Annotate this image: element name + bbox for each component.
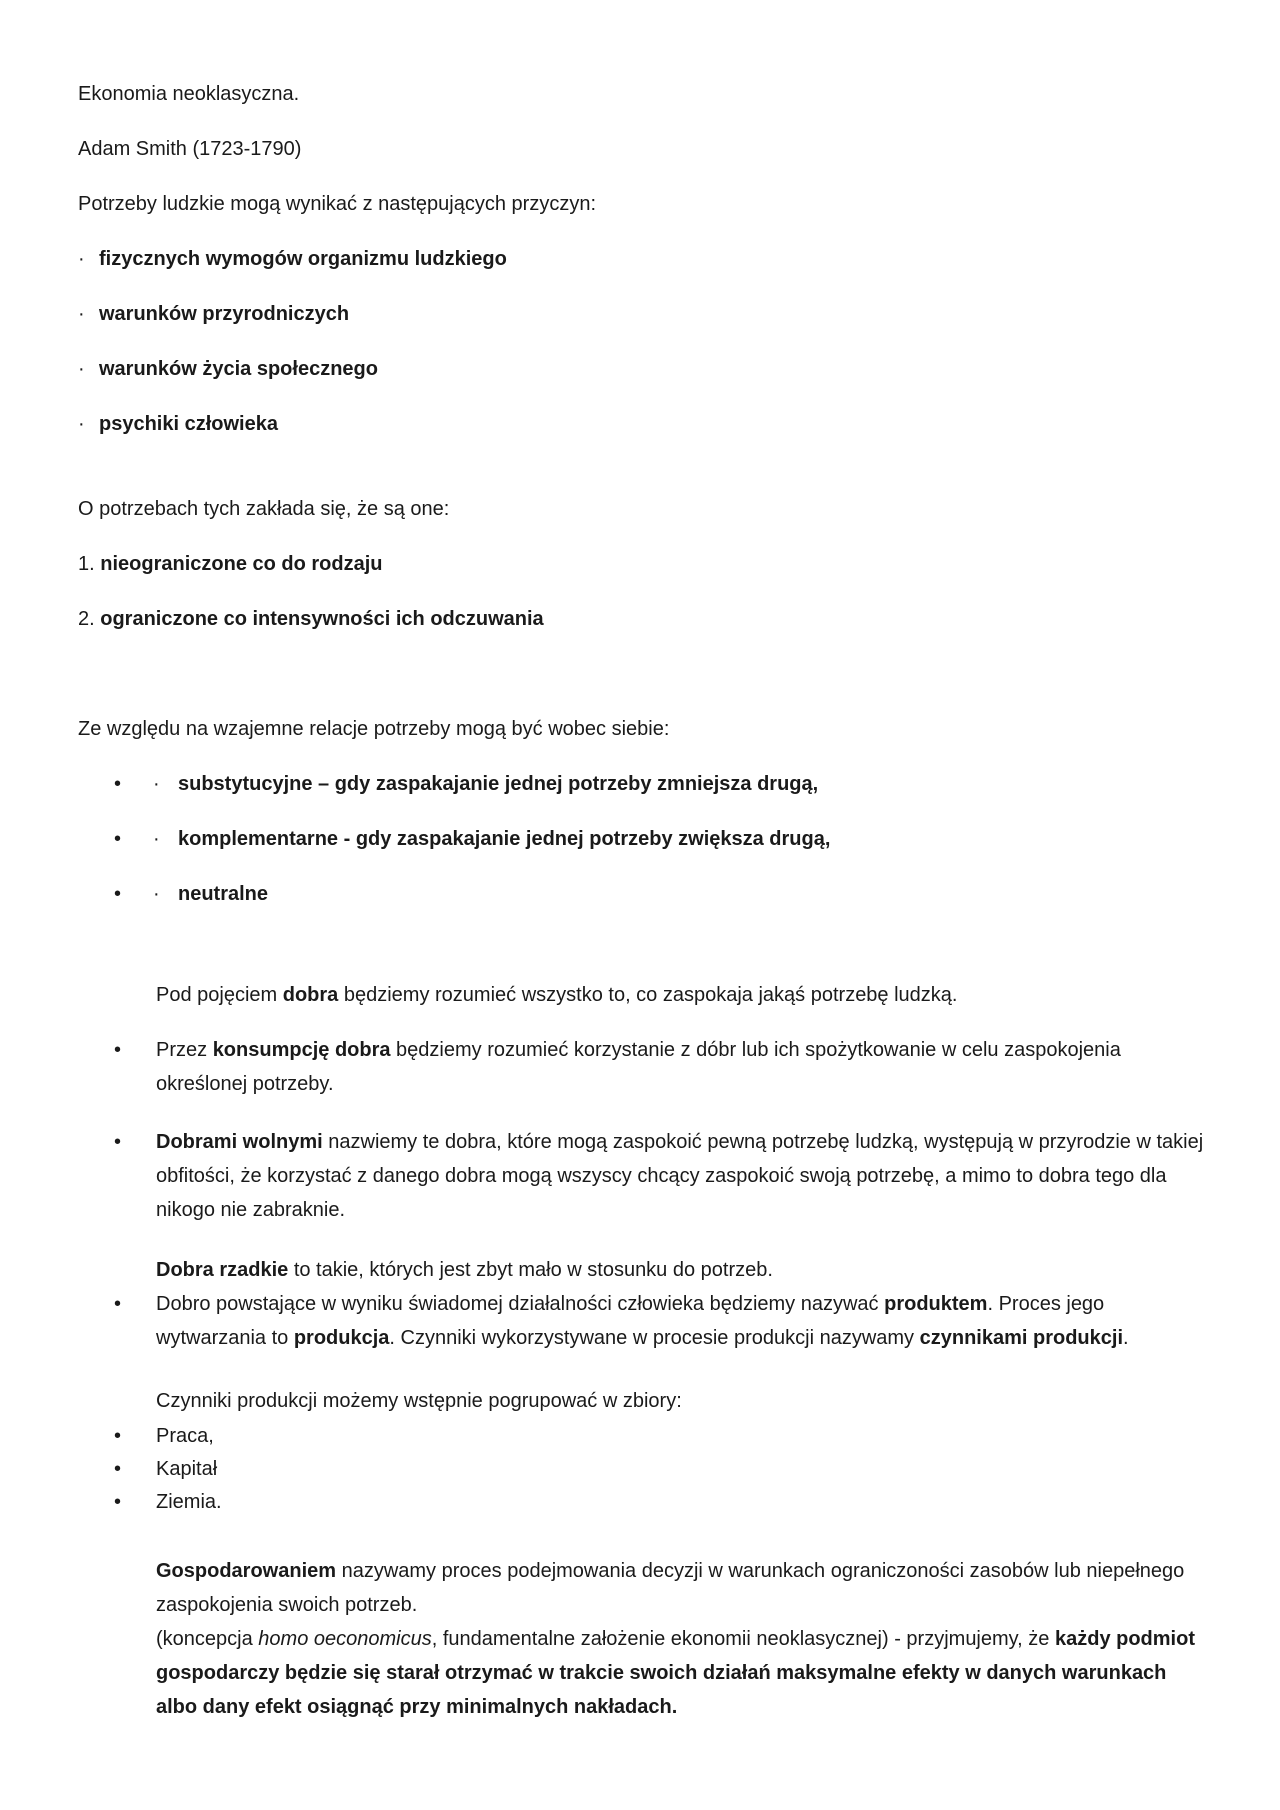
consumption-definition: Przez konsumpcję dobra będziemy rozumieć korzystanie z dóbr lub ich spożytkowanie w celu zaspokojenia określonej potrzeby.	[156, 1039, 1121, 1095]
author-line: Adam Smith (1723-1790)	[78, 138, 302, 160]
good-definition: Pod pojęciem dobra będziemy rozumieć wszystko to, co zaspokaja jakąś potrzebę ludzką.	[156, 984, 958, 1006]
scarce-goods-definition: Dobra rzadkie to takie, których jest zbyt mało w stosunku do potrzeb.	[156, 1259, 773, 1281]
list-bullet: •	[114, 1293, 122, 1315]
list-sub-bullet: ·	[153, 828, 160, 850]
list-bullet: •	[114, 1458, 122, 1480]
item-number: 1.	[78, 553, 95, 575]
list-bullet: ·	[78, 303, 85, 325]
list-bullet: •	[114, 1039, 122, 1061]
numbered-item	[78, 607, 544, 631]
item-number: 2.	[78, 608, 95, 630]
list-sub-bullet: ·	[153, 883, 160, 905]
homo-oeconomicus-paragraph: (koncepcja homo oeconomicus, fundamentalne założenie ekonomii neoklasycznej) - przyjmujemy, że każdy podmiot gospodarczy będzie się starał otrzymać w trakcie swoich działań maksymalne efekty w danych warunkach albo dany efekt osiągnąć przy minimalnych nakładach.	[156, 1628, 1195, 1718]
list-bullet: •	[114, 828, 122, 850]
list-item: fizycznych wymogów organizmu ludzkiego	[99, 248, 507, 270]
item-text: ograniczone co intensywności ich odczuwania	[100, 608, 544, 630]
free-goods-definition: Dobrami wolnymi nazwiemy te dobra, które mogą zaspokoić pewną potrzebę ludzką, występują w przyrodzie w takiej obfitości, że korzystać z danego dobra mogą wszyscy chcący zaspokoić swoją potrzebę, a mimo to dobra tego dla nikogo nie zabraknie.	[156, 1131, 1204, 1221]
relations-intro: Ze względu na wzajemne relacje potrzeby mogą być wobec siebie:	[78, 718, 670, 740]
product-definition: Dobro powstające w wyniku świadomej działalności człowieka będziemy nazywać produktem. Proces jego wytwarzania to produkcja. Czynniki wykorzystywane w procesie produkcji nazywamy czynnikami produkcji.	[156, 1293, 1129, 1349]
list-bullet: ·	[78, 248, 85, 270]
factors-intro: Czynniki produkcji możemy wstępnie pogrupować w zbiory:	[156, 1390, 682, 1412]
list-bullet: ·	[78, 413, 85, 435]
list-item: Ziemia.	[156, 1491, 222, 1513]
list-bullet: •	[114, 1425, 122, 1447]
list-item: komplementarne - gdy zaspakajanie jednej potrzeby zwiększa drugą,	[178, 828, 831, 850]
list-item: substytucyjne – gdy zaspakajanie jednej potrzeby zmniejsza drugą,	[178, 773, 819, 795]
list-sub-bullet: ·	[153, 773, 160, 795]
list-item: neutralne	[178, 883, 269, 905]
list-item: Praca,	[156, 1425, 214, 1447]
list-bullet: •	[114, 1131, 122, 1153]
list-bullet: •	[114, 883, 122, 905]
needs-intro: Potrzeby ludzkie mogą wynikać z następujących przyczyn:	[78, 193, 597, 215]
document-title: Ekonomia neoklasyczna.	[78, 83, 300, 105]
list-bullet: ·	[78, 358, 85, 380]
list-item: warunków życia społecznego	[99, 358, 378, 380]
numbered-item	[78, 552, 383, 576]
assumption-intro: O potrzebach tych zakłada się, że są one:	[78, 498, 450, 520]
list-item: psychiki człowieka	[99, 413, 278, 435]
list-item: Kapitał	[156, 1458, 218, 1480]
list-item: warunków przyrodniczych	[99, 303, 350, 325]
item-text: nieograniczone co do rodzaju	[100, 553, 383, 575]
list-bullet: •	[114, 1491, 122, 1513]
list-bullet: •	[114, 773, 122, 795]
management-definition: Gospodarowaniem nazywamy proces podejmowania decyzji w warunkach ograniczoności zasobów lub niepełnego zaspokojenia swoich potrzeb.	[156, 1560, 1185, 1616]
